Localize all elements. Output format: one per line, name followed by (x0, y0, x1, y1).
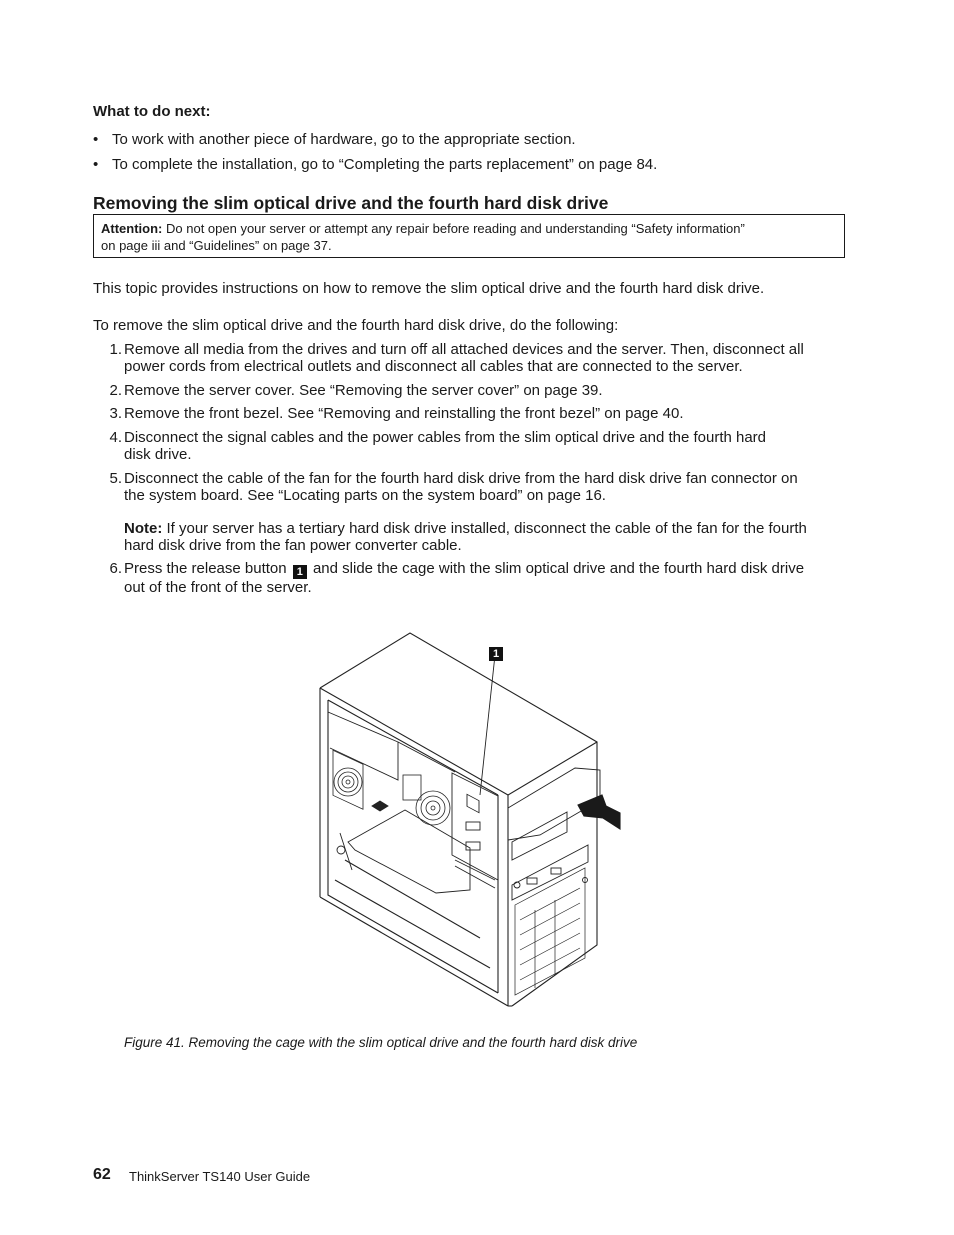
lead-paragraph: To remove the slim optical drive and the fourth hard disk drive, do the following: (93, 317, 619, 334)
what-to-do-next-heading: What to do next: (93, 103, 211, 120)
attention-label: Attention: (101, 221, 163, 236)
bullet-icon: • (93, 131, 99, 148)
callout-marker: 1 (293, 565, 307, 579)
attention-notice: Attention: Do not open your server or attempt any repair before reading and understanding “Safety information” on page iii and “Guidelines” on page 37. (93, 214, 845, 258)
power-supply (328, 712, 455, 780)
front-grille (515, 868, 585, 995)
drive-cage (452, 773, 498, 888)
figure-caption: Figure 41. Removing the cage with the slim optical drive and the fourth hard disk drive (124, 1035, 638, 1050)
server-illustration (300, 625, 640, 1015)
note-label: Note: (124, 520, 163, 537)
front-bays (508, 768, 600, 900)
figure-callout-marker: 1 (489, 642, 503, 661)
removal-arrow-icon (578, 795, 620, 829)
bullet-icon: • (93, 156, 99, 173)
intro-paragraph: This topic provides instructions on how to remove the slim optical drive and the fourth hard disk drive. (93, 280, 765, 297)
rear-fan-icon (333, 750, 363, 809)
hdd-fan-icon (403, 775, 450, 825)
callout-leader-line (480, 655, 495, 795)
note-paragraph: Note: If your server has a tertiary hard disk drive installed, disconnect the cable of the fan for the fourth hard disk drive from the fan power converter cable. (124, 520, 807, 554)
system-board (337, 801, 470, 893)
section-title: Removing the slim optical drive and the fourth hard disk drive (93, 193, 609, 213)
page-number: 62 (93, 1166, 111, 1183)
document-title: ThinkServer TS140 User Guide (129, 1169, 311, 1184)
chassis-outline (320, 633, 597, 1006)
